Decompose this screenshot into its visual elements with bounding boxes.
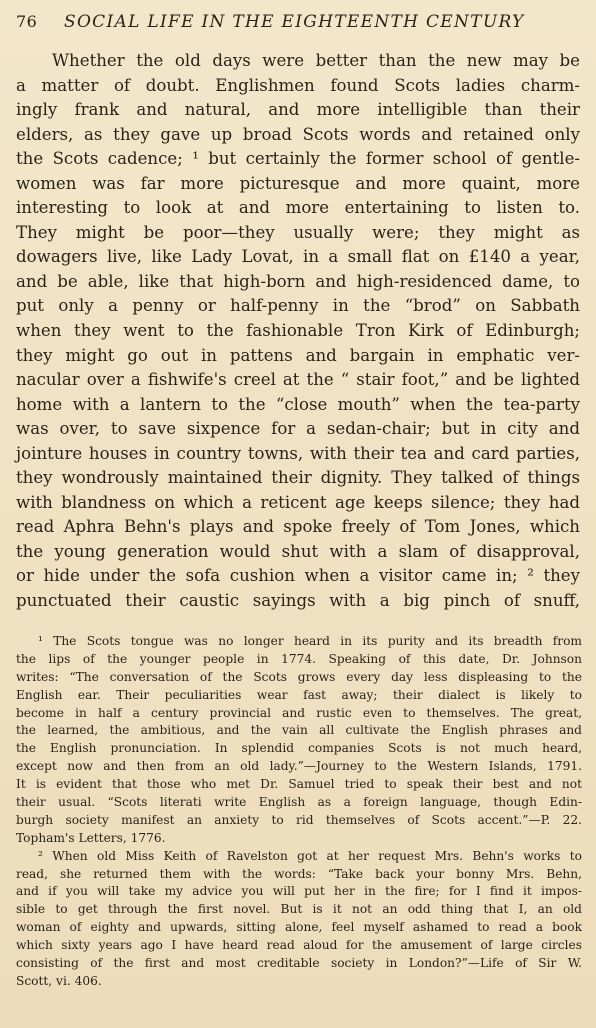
body-line: they might go out in pattens and bargain in emphatic ver- [16, 345, 580, 365]
footnote-2-line: and if you will take my advice you will put her in the fire; for I find it impos- [16, 884, 582, 899]
footnote-1-line: English ear. Their peculiarities wear fast away; their dialect is likely to [16, 687, 582, 702]
main-text [16, 49, 580, 614]
footnote-1-line: writes: “The conversation of the Scots grows every day less displeasing to the [16, 669, 582, 684]
footnote-2-line: consisting of the first and most creditable society in London?”—Life of Sir W. [16, 956, 582, 971]
footnote-1-line: It is evident that those who met Dr. Samuel tried to speak their best and not [16, 777, 582, 792]
body-line: the Scots cadence; ¹ but certainly the former school of gentle- [16, 149, 580, 169]
page-number: 76 [16, 12, 38, 31]
footnote-2-line: Scott, vi. 406. [16, 973, 102, 988]
body-line: with blandness on which a reticent age keeps silence; they had [16, 492, 580, 512]
body-line: elders, as they gave up broad Scots words and retained only [16, 124, 580, 144]
footnote-2-line: which sixty years ago I have heard read aloud for the amusement of large circles [16, 938, 582, 953]
footnote-1-line: the English pronunciation. In splendid companies Scots is not much heard, [16, 741, 582, 756]
footnote-2-line: ² When old Miss Keith of Ravelston got at her request Mrs. Behn's works to [38, 848, 582, 863]
body-line: interesting to look at and more entertaining to listen to. [16, 198, 580, 218]
body-line: home with a lantern to the “close mouth” when the tea-party [16, 394, 580, 414]
body-line: when they went to the fashionable Tron Kirk of Edinburgh; [16, 321, 580, 341]
footnotes [16, 633, 582, 991]
body-line: or hide under the sofa cushion when a visitor came in; ² they [16, 566, 580, 586]
body-line: was over, to save sixpence for a sedan-chair; but in city and [16, 419, 580, 439]
footnote-1-line: Topham's Letters, 1776. [16, 830, 166, 845]
footnote-2-line: read, she returned them with the words: “Take back your bonny Mrs. Behn, [16, 866, 582, 881]
body-line: put only a penny or half-penny in the “brod” on Sabbath [16, 296, 580, 316]
page-header [16, 12, 576, 36]
body-line: jointure houses in country towns, with their tea and card parties, [16, 443, 580, 463]
footnote-1-line: become in half a century provincial and rustic even to themselves. The great, [16, 705, 582, 720]
footnote-2-line: sible to get through the first novel. But is it not an odd thing that I, an old [16, 902, 582, 917]
body-line: women was far more picturesque and more quaint, more [16, 173, 580, 193]
footnote-1-line: the lips of the younger people in 1774. Speaking of this date, Dr. Johnson [16, 651, 582, 666]
body-line: and be able, like that high-born and high-residenced dame, to [16, 271, 580, 291]
body-line: They might be poor—they usually were; they might as [16, 222, 580, 242]
footnote-1-line: ¹ The Scots tongue was no longer heard in its purity and its breadth from [38, 634, 582, 648]
body-line: punctuated their caustic sayings with a big pinch of snuff, [16, 591, 580, 611]
footnote-1-line: their usual. “Scots literati write English as a foreign language, though Edin- [16, 795, 582, 810]
body-line: nacular over a fishwife's creel at the “ stair foot,” and be lighted [16, 370, 580, 390]
body-line: read Aphra Behn's plays and spoke freely of Tom Jones, which [16, 517, 580, 537]
running-head: SOCIAL LIFE IN THE EIGHTEENTH CENTURY [64, 12, 525, 32]
body-line: ingly frank and natural, and more intelligible than their [16, 100, 580, 120]
body-line: a matter of doubt. Englishmen found Scots ladies charm- [16, 75, 580, 95]
body-line: the young generation would shut with a slam of disapproval, [16, 541, 580, 561]
footnote-2-line: woman of eighty and upwards, sitting alone, feel myself ashamed to read a book [16, 920, 582, 935]
body-line: they wondrously maintained their dignity. They talked of things [16, 468, 580, 488]
footnote-1-line: burgh society manifest an anxiety to rid themselves of Scots accent.”—P. 22. [16, 812, 582, 827]
footnote-1-line: except now and then from an old lady.”—Journey to the Western Islands, 1791. [16, 759, 582, 774]
body-line: Whether the old days were better than the new may be [52, 51, 580, 70]
body-line: dowagers live, like Lady Lovat, in a small flat on £140 a year, [16, 247, 580, 267]
footnote-1-line: the learned, the ambitious, and the vain all cultivate the English phrases and [16, 723, 582, 738]
